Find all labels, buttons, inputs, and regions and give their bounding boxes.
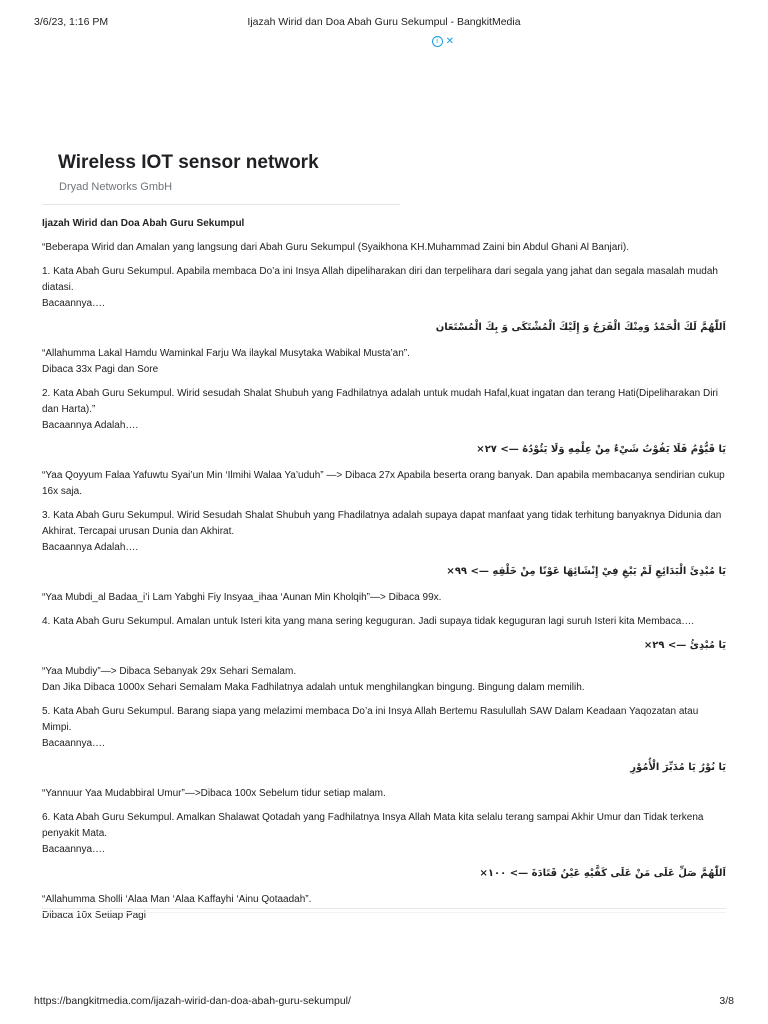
ad-info-icon[interactable]: i	[432, 36, 443, 47]
instruction-1: Dibaca 33x Pagi dan Sore	[42, 364, 159, 375]
ad-headline[interactable]: Wireless IOT sensor network	[58, 152, 319, 173]
print-header	[34, 16, 734, 30]
transliteration-2: “Yaa Qoyyum Falaa Yafuwtu Syai’un Min ‘Ilmihi Walaa Ya’uduh” —> Dibaca 27x Apabila beserta orang banyak. Dan apabila membacanya sendirian cukup 16x saja.	[42, 470, 725, 497]
article-body	[42, 216, 726, 924]
paragraph-2: 2. Kata Abah Guru Sekumpul. Wirid sesudah Shalat Shubuh yang Fadhilatnya adalah untuk mudah Hafal,kuat ingatan dan terang Hati(Dipeliharakan Diri dan Harta).”	[42, 388, 718, 415]
article-intro: “Beberapa Wirid dan Amalan yang langsung dari Abah Guru Sekumpul (Syaikhona KH.Muhammad Zaini bin Abdul Ghani Al Banjari).	[42, 242, 629, 253]
transliteration-1: “Allahumma Lakal Hamdu Waminkal Farju Wa ilaykal Musytaka Wabikal Musta’an”.	[42, 348, 410, 359]
ad-advertiser[interactable]: Dryad Networks GmbH	[59, 181, 173, 193]
paragraph-6-reading: Bacaannya….	[42, 844, 105, 855]
ad-badge[interactable]	[432, 36, 454, 47]
paragraph-5: 5. Kata Abah Guru Sekumpul. Barang siapa yang melazimi membaca Do’a ini Insya Allah Bertemu Rasulullah SAW Dalam Keadaan Yaqozatan atau Mimpi.	[42, 706, 699, 733]
paragraph-1: 1. Kata Abah Guru Sekumpul. Apabila membaca Do’a ini Insya Allah dipeliharakan diri dan terpelihara dari segala yang jahat dan segala masalah mudah diatasi.	[42, 266, 718, 293]
paragraph-3-reading: Bacaannya Adalah….	[42, 542, 139, 553]
arabic-text-4: يَا مُبْدِئُ —> ٢٩×	[643, 640, 726, 651]
paragraph-1-reading: Bacaannya….	[42, 298, 105, 309]
arabic-text-3: يَا مُبْدِئَ الْبَدَائِعِ لَمْ يَبْغِ فِيْ إِنْشَائِهَا عَوْنًا مِنْ خَلْقِهِ —> ٩٩×	[446, 566, 726, 577]
arabic-text-1: اَللّٰهُمَّ لَكَ الْحَمْدُ وَمِنْكَ الْفَرَجُ وَ إِلَيْكَ الْمُشْتَكَى وَ بِكَ الْمُسْتَعَان	[435, 322, 726, 333]
transliteration-5: “Yannuur Yaa Mudabbiral Umur”—>Dibaca 100x Sebelum tidur setiap malam.	[42, 788, 386, 799]
paragraph-6: 6. Kata Abah Guru Sekumpul. Amalkan Shalawat Qotadah yang Fadhilatnya Insya Allah Mata kita selalu terang sampai Akhir Umur dan Tidak terkena penyakit Mata.	[42, 812, 704, 839]
paragraph-5-reading: Bacaannya….	[42, 738, 105, 749]
ad-divider	[42, 204, 400, 205]
page-cut-divider	[42, 908, 726, 913]
transliteration-4: “Yaa Mubdiy”—> Dibaca Sebanyak 29x Sehari Semalam.	[42, 666, 297, 677]
advertisement[interactable]	[42, 36, 456, 204]
paragraph-2-reading: Bacaannya Adalah….	[42, 420, 139, 431]
paragraph-4: 4. Kata Abah Guru Sekumpul. Amalan untuk Isteri kita yang mana sering keguguran. Jadi supaya tidak keguguran lagi suruh Isteri kita Membaca….	[42, 616, 695, 627]
arabic-text-6: اَللّٰهُمَّ صَلِّ عَلَى مَنْ عَلَى كَفَّيْهِ عَيْنُ قَتَادَةَ —> ١٠٠×	[479, 868, 726, 879]
arabic-text-5: يَا نُوْرُ يَا مُدَبِّرَ الْأُمُوْرِ	[630, 762, 726, 773]
instruction-6: Dibaca 10x Setiap Pagi	[42, 910, 146, 921]
paragraph-3: 3. Kata Abah Guru Sekumpul. Wirid Sesudah Shalat Shubuh yang Fhadilatnya adalah supaya dapat manfaat yang tidak terhitung banyaknya Didunia dan Akhirat. Tercapai urusan Dunia dan Akhirat.	[42, 510, 722, 537]
instruction-4: Dan Jika Dibaca 1000x Sehari Semalam Maka Fadhilatnya adalah untuk menghilangkan bingung. Bingung dalam memilih.	[42, 682, 585, 693]
article-title: Ijazah Wirid dan Doa Abah Guru Sekumpul	[42, 218, 245, 229]
print-datetime: 3/6/23, 1:16 PM	[34, 16, 109, 28]
arabic-text-2: يَا قَيُّوْمُ فَلَا يَفُوْتُ شَيْءٌ مِنْ عِلْمِهِ وَلَا يَئُوْدُهُ —> ٢٧×	[476, 444, 726, 455]
print-url: https://bangkitmedia.com/ijazah-wirid-dan-doa-abah-guru-sekumpul/	[34, 995, 351, 1007]
print-footer	[34, 995, 734, 1009]
ad-close-icon[interactable]: ✕	[445, 35, 454, 47]
transliteration-6: “Allahumma Sholli ‘Alaa Man ‘Alaa Kaffayhi ‘Ainu Qotaadah”.	[42, 894, 312, 905]
print-page-number: 3/8	[719, 995, 734, 1007]
transliteration-3: “Yaa Mubdi_al Badaa_i’i Lam Yabghi Fiy Insyaa_ihaa ‘Aunan Min Kholqih”—> Dibaca 99x.	[42, 592, 442, 603]
print-page-title: Ijazah Wirid dan Doa Abah Guru Sekumpul - BangkitMedia	[247, 16, 521, 28]
